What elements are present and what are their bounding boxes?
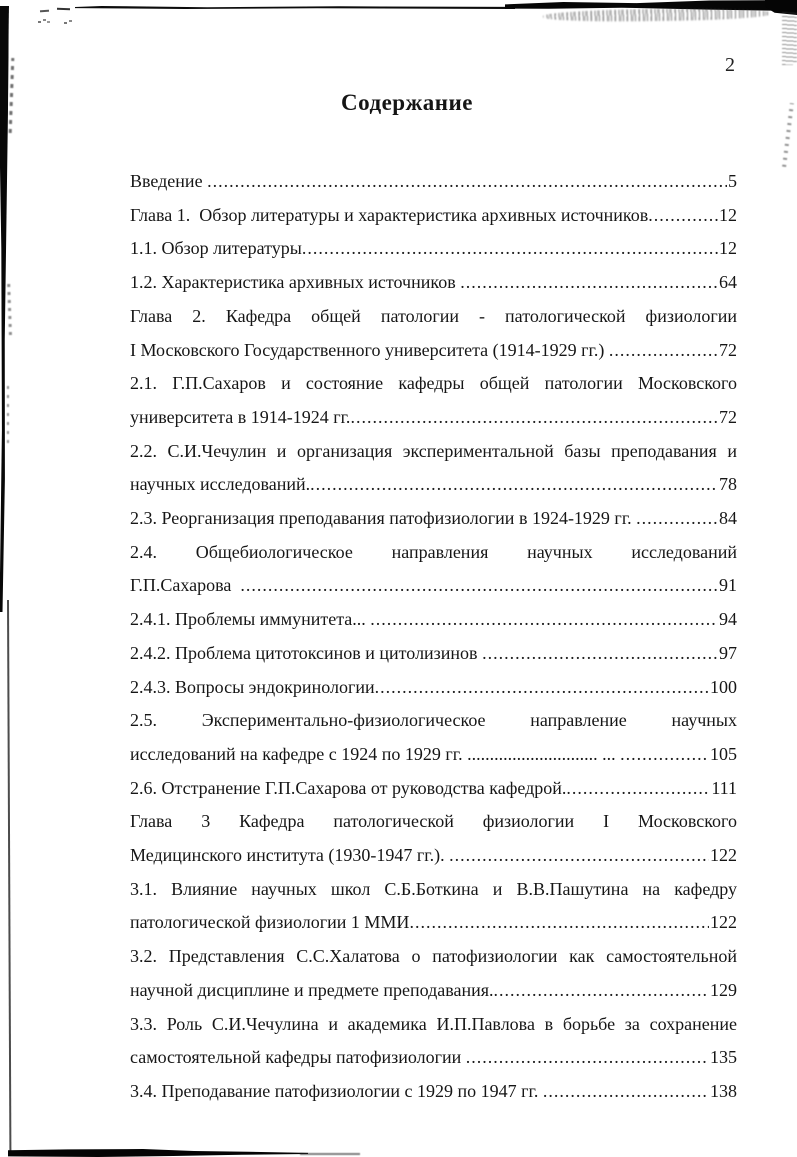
toc-entry-text: I Московского Государственного университета (1914-1929 гг.) [130, 339, 609, 360]
toc-line: Глава 3 Кафедра патологической физиологии I Московского [130, 811, 737, 832]
toc-entry-text: 1.1. Обзор литературы [130, 238, 302, 259]
page-title: Содержание [341, 90, 473, 115]
page-number: 2 [725, 54, 735, 76]
table-of-contents [130, 165, 737, 1109]
dot-leader [449, 839, 709, 873]
toc-line [130, 637, 737, 671]
toc-entry-text: 1.2. Характеристика архивных источников [130, 272, 461, 293]
dot-leader [482, 637, 718, 671]
toc-line: 2.5. Экспериментально-физиологическое направление научных [130, 710, 737, 731]
toc-entry-page: 100 [710, 676, 737, 697]
scan-artifact-margin-marks [7, 385, 9, 443]
toc-line [130, 1041, 737, 1075]
toc-entry-page: 64 [719, 272, 737, 293]
toc-entry-text: 2.4.1. Проблемы иммунитета... [130, 609, 371, 630]
toc-entry-page: 129 [710, 979, 737, 1000]
toc-entry-text: Глава 1. Обзор литературы и характеристика архивных источников [130, 204, 649, 225]
toc-entry-text: 2.3. Реорганизация преподавания патофизиологии в 1924-1929 гг. [130, 508, 637, 529]
toc-line [130, 906, 737, 940]
dot-leader [620, 738, 709, 772]
toc-entry-text: университета в 1914-1924 гг. [130, 406, 351, 427]
toc-entry-page: 78 [719, 474, 737, 495]
toc-entry-text: Медицинского института (1930-1947 гг.). [130, 845, 450, 866]
toc-entry-text: патологической физиологии 1 ММИ [130, 912, 410, 933]
toc-line [130, 468, 737, 502]
toc-line: 3.1. Влияние научных школ С.Б.Боткина и В.В.Пашутина на кафедру [130, 878, 737, 899]
toc-line [130, 671, 737, 705]
dot-leader [207, 165, 727, 199]
scan-artifact-top-line [75, 6, 515, 9]
toc-entry-text: 2.4.3. Вопросы эндокринологии [130, 676, 375, 697]
toc-entry-page: 97 [719, 642, 737, 663]
dot-leader [648, 199, 718, 233]
dot-leader [566, 772, 710, 806]
toc-entry-text: Г.П.Сахарова [130, 575, 241, 596]
toc-line [130, 569, 737, 603]
scan-artifact-top-bar [505, 0, 797, 11]
toc-line: 2.4. Общебиологическое направления научных исследований [130, 541, 737, 562]
toc-line [130, 199, 737, 233]
dot-leader [409, 906, 709, 940]
toc-line: Глава 2. Кафедра общей патологии - патологической физиологии [130, 305, 737, 326]
toc-line [130, 839, 737, 873]
dot-leader [466, 1041, 709, 1075]
toc-entry-page: 94 [719, 609, 737, 630]
scan-artifact-margin-marks [9, 58, 15, 133]
toc-entry-text: 2.4.2. Проблема цитотоксинов и цитолизинов [130, 642, 483, 663]
dot-leader [370, 603, 718, 637]
toc-entry-page: 122 [710, 912, 737, 933]
toc-entry-page: 5 [728, 171, 737, 191]
toc-line [130, 165, 737, 199]
toc-entry-page: 72 [719, 406, 737, 427]
toc-line: 2.2. С.И.Чечулин и организация экспериментальной базы преподавания и [130, 440, 737, 461]
toc-entry-text: самостоятельной кафедры патофизиологии [130, 1047, 466, 1068]
toc-line [130, 266, 737, 300]
dot-leader [494, 974, 709, 1008]
toc-line: 2.1. Г.П.Сахаров и состояние кафедры общей патологии Московского [130, 373, 737, 394]
toc-entry-page: 135 [710, 1047, 737, 1068]
dot-leader [636, 502, 718, 536]
toc-entry-page: 72 [719, 339, 737, 360]
toc-line [130, 232, 737, 266]
toc-entry-text: 3.4. Преподавание патофизиологии с 1929 по 1947 гг. [130, 1080, 543, 1101]
toc-line [130, 974, 737, 1008]
toc-line [130, 603, 737, 637]
toc-entry-text: научных исследований. [130, 474, 311, 495]
scan-artifact-corner [765, 0, 797, 15]
toc-entry-text: 2.6. Отстранение Г.П.Сахарова от руководства кафедрой. [130, 777, 567, 798]
toc-line [130, 1075, 737, 1109]
scan-artifact-noise [543, 7, 771, 22]
scan-artifact-bottom-tail [300, 1153, 360, 1155]
scan-artifact-pencil-marks [38, 21, 41, 23]
toc-entry-page: 84 [719, 508, 737, 529]
scan-artifact-edge-noise [782, 10, 797, 65]
toc-entry-page: 111 [711, 777, 737, 798]
toc-entry-page: 105 [710, 743, 737, 764]
dot-leader [543, 1075, 709, 1109]
toc-entry-page: 122 [710, 845, 737, 866]
toc-entry-page: 12 [719, 204, 737, 225]
dot-leader [460, 266, 718, 300]
toc-line: 3.2. Представления С.С.Халатова о патофизиологии как самостоятельной [130, 946, 737, 967]
toc-line [130, 772, 737, 806]
dot-leader [302, 232, 718, 266]
toc-entry-text: исследований на кафедре с 1924 по 1929 гг. ............................. ... [130, 743, 621, 764]
toc-entry-text: Введение [130, 171, 208, 191]
toc-entry-page: 138 [710, 1080, 737, 1101]
toc-line [130, 334, 737, 368]
toc-line [130, 738, 737, 772]
toc-line: 3.3. Роль С.И.Чечулина и академика И.П.Павлова в борьбе за сохранение [130, 1013, 737, 1034]
scan-artifact-left-line [7, 600, 11, 1152]
dot-leader [609, 334, 718, 368]
scan-artifact-margin-marks [7, 280, 12, 335]
scan-artifact-bottom-bar [8, 1149, 308, 1157]
dot-leader [310, 468, 718, 502]
dot-leader [240, 569, 718, 603]
scan-artifact-left-bar [0, 6, 9, 612]
toc-entry-page: 91 [719, 575, 737, 596]
toc-line [130, 401, 737, 435]
dot-leader [375, 671, 709, 705]
scan-artifact-top-dash [40, 10, 49, 13]
scan-artifact-top-dash [57, 8, 70, 10]
dot-leader [350, 401, 718, 435]
toc-entry-page: 12 [719, 238, 737, 259]
toc-entry-text: научной дисциплине и предмете преподавания. [130, 979, 494, 1000]
toc-line [130, 502, 737, 536]
